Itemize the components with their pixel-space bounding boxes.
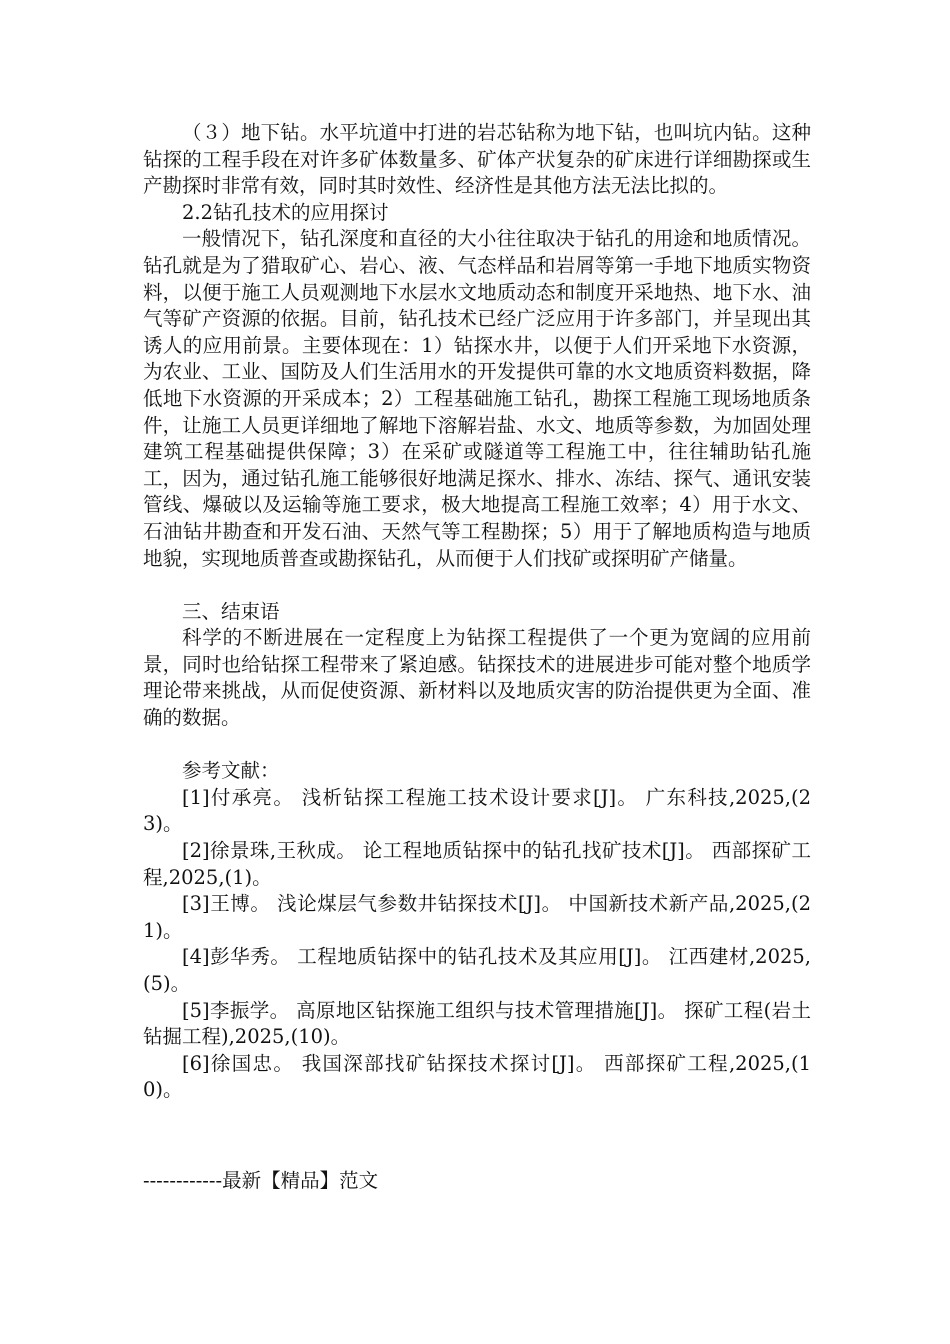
paragraph-conclusion: 科学的不断进展在一定程度上为钻探工程提供了一个更为宽阔的应用前景，同时也给钻探工程带来了紧迫感。钻探技术的进展进步可能对整个地质学理论带来挑战，从而促使资源、新材料以及地质灾害的防治提供更为全面、准确的数据。 <box>143 626 811 730</box>
section-heading-conclusion: 三、结束语 <box>182 599 280 623</box>
reference-item-5: [5]李振学。 高原地区钻探施工组织与技术管理措施[J]。 探矿工程(岩土钻掘工程),2025,(10)。 <box>143 998 811 1049</box>
reference-item-6: [6]徐国忠。 我国深部找矿钻探技术探讨[J]。 西部探矿工程,2025,(10)。 <box>143 1051 811 1102</box>
section-heading-2-2: 2.2钻孔技术的应用探讨 <box>182 200 389 224</box>
footer-text: ------------最新【精品】范文 <box>143 1169 379 1192</box>
reference-item-1: [1]付承亮。 浅析钻探工程施工技术设计要求[J]。 广东科技,2025,(23)。 <box>143 785 811 836</box>
document-body <box>143 120 811 1104</box>
paragraph-drilling-applications: 一般情况下，钻孔深度和直径的大小往往取决于钻孔的用途和地质情况。钻孔就是为了猎取矿心、岩心、液、气态样品和岩屑等第一手地下地质实物资料，以便于施工人员观测地下水层水文地质动态和制度开采地热、地下水、油气等矿产资源的依据。目前，钻孔技术已经广泛应用于许多部门，并呈现出其诱人的应用前景。主要体现在：1）钻探水井，以便于人们开采地下水资源，为农业、工业、国防及人们生活用水的开发提供可靠的水文地质资料数据，降低地下水资源的开采成本；2）工程基础施工钻孔，勘探工程施工现场地质条件，让施工人员更详细地了解地下溶解岩盐、水文、地质等参数，为加固处理建筑工程基础提供保障；3）在采矿或隧道等工程施工中，往往辅助钻孔施工，因为，通过钻孔施工能够很好地满足探水、排水、冻结、探气、通讯安装管线、爆破以及运输等施工要求，极大地提高工程施工效率；4）用于水文、石油钻井勘查和开发石油、天然气等工程勘探；5）用于了解地质构造与地质地貌，实现地质普查或勘探钻孔，从而便于人们找矿或探明矿产储量。 <box>143 227 811 570</box>
reference-item-2: [2]徐景珠,王秋成。 论工程地质钻探中的钻孔找矿技术[J]。 西部探矿工程,2025,(1)。 <box>143 839 811 889</box>
paragraph-underground-drilling: （３）地下钻。水平坑道中打进的岩芯钻称为地下钻，也叫坑内钻。这种钻探的工程手段在对许多矿体数量多、矿体产状复杂的矿床进行详细勘探或生产勘探时非常有效，同时其时效性、经济性是其他方法无法比拟的。 <box>143 121 811 198</box>
reference-item-3: [3]王博。 浅论煤层气参数井钻探技术[J]。 中国新技术新产品,2025,(21)。 <box>143 892 811 942</box>
spacer <box>143 732 811 759</box>
reference-item-4: [4]彭华秀。 工程地质钻探中的钻孔技术及其应用[J]。 江西建材,2025,(5)。 <box>143 945 811 995</box>
references-heading: 参考文献： <box>182 759 280 783</box>
spacer <box>143 572 811 599</box>
